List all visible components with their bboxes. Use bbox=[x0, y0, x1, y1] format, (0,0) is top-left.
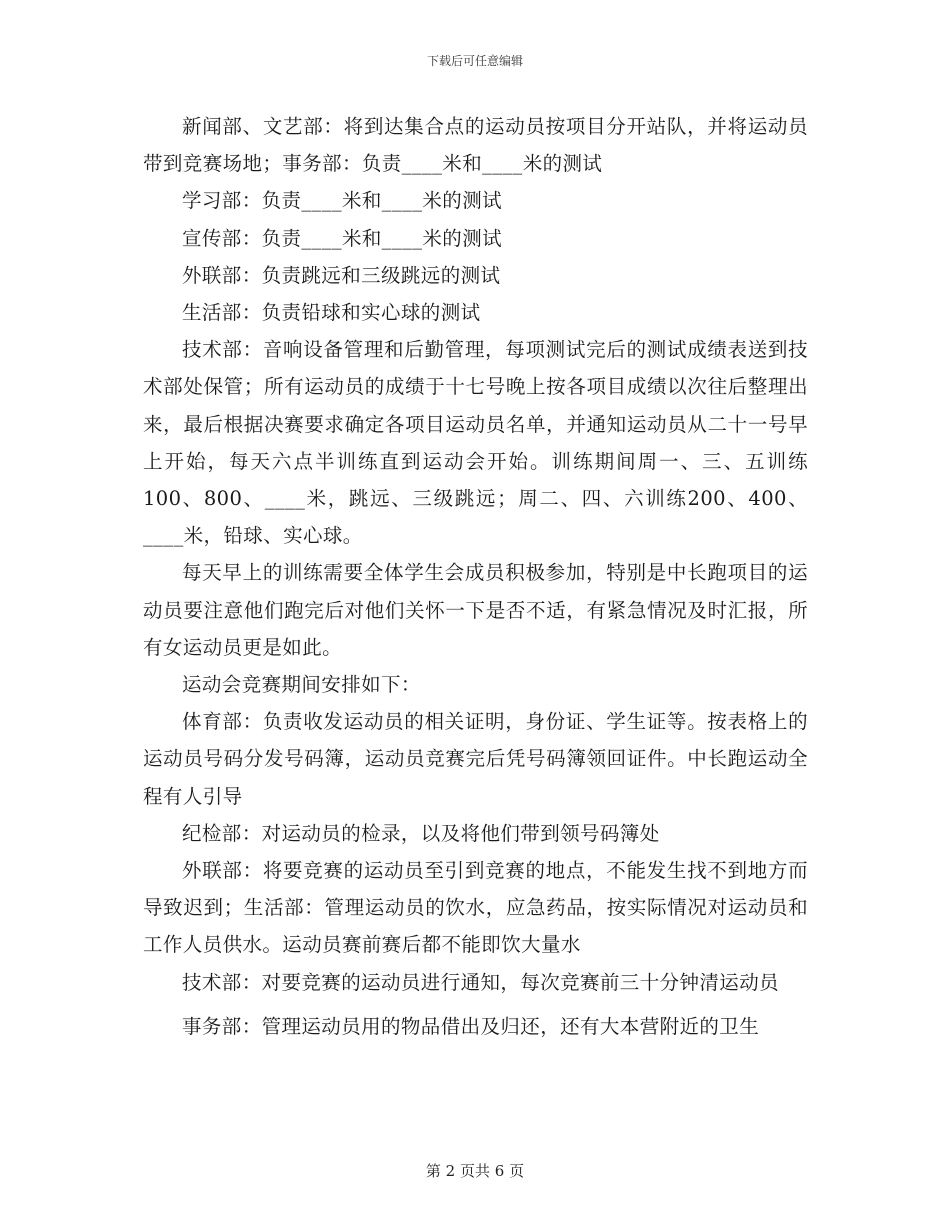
paragraph-publicity: 宣传部：负责____米和____米的测试 bbox=[182, 226, 503, 250]
paragraph-news-arts: 新闻部、文艺部：将到达集合点的运动员按项目分开站队，并将运动员带到竞赛场地；事务部：负责____米和____米的测试 bbox=[143, 115, 808, 176]
document-body bbox=[143, 108, 808, 1045]
paragraph-study: 学习部：负责____米和____米的测试 bbox=[182, 189, 503, 213]
page-number: 第 2 页共 6 页 bbox=[425, 1162, 525, 1180]
paragraph-external: 外联部：负责跳远和三级跳远的测试 bbox=[182, 263, 501, 287]
paragraph-tech-notice: 技术部：对要竞赛的运动员进行通知，每次竞赛前三十分钟清运动员 bbox=[182, 970, 780, 994]
paragraph-schedule-intro: 运动会竞赛期间安排如下： bbox=[182, 673, 421, 697]
paragraph-external-life: 外联部：将要竞赛的运动员至引到竞赛的地点，不能发生找不到地方而导致迟到；生活部：管理运动员的饮水，应急药品，按实际情况对运动员和工作人员供水。运动员赛前赛后都不能即饮大量水 bbox=[143, 859, 808, 957]
page-header-note: 下载后可任意编辑 bbox=[426, 54, 523, 68]
paragraph-life: 生活部：负责铅球和实心球的测试 bbox=[182, 301, 481, 325]
paragraph-tech: 技术部：音响设备管理和后勤管理，每项测试完后的测试成绩表送到技术部处保管；所有运动员的成绩于十七号晚上按各项目成绩以次往后整理出来，最后根据决赛要求确定各项目运动员名单，并通知运动员从二十一号早上开始，每天六点半训练直到运动会开始。训练期间周一、三、五训练100、800、____米，跳远、三级跳远；周二、四、六训练200、400、____米，铅球、实心球。 bbox=[143, 338, 808, 548]
paragraph-morning-training: 每天早上的训练需要全体学生会成员积极参加，特别是中长跑项目的运动员要注意他们跑完后对他们关怀一下是否不适，有紧急情况及时汇报，所有女运动员更是如此。 bbox=[143, 561, 808, 659]
paragraph-sports-dept: 体育部：负责收发运动员的相关证明，身份证、学生证等。按表格上的运动员号码分发号码簿，运动员竞赛完后凭号码簿领回证件。中长跑运动全程有人引导 bbox=[143, 710, 808, 808]
paragraph-affairs: 事务部：管理运动员用的物品借出及归还，还有大本营附近的卫生 bbox=[182, 1014, 760, 1038]
paragraph-discipline: 纪检部：对运动员的检录，以及将他们带到领号码簿处 bbox=[182, 821, 660, 845]
